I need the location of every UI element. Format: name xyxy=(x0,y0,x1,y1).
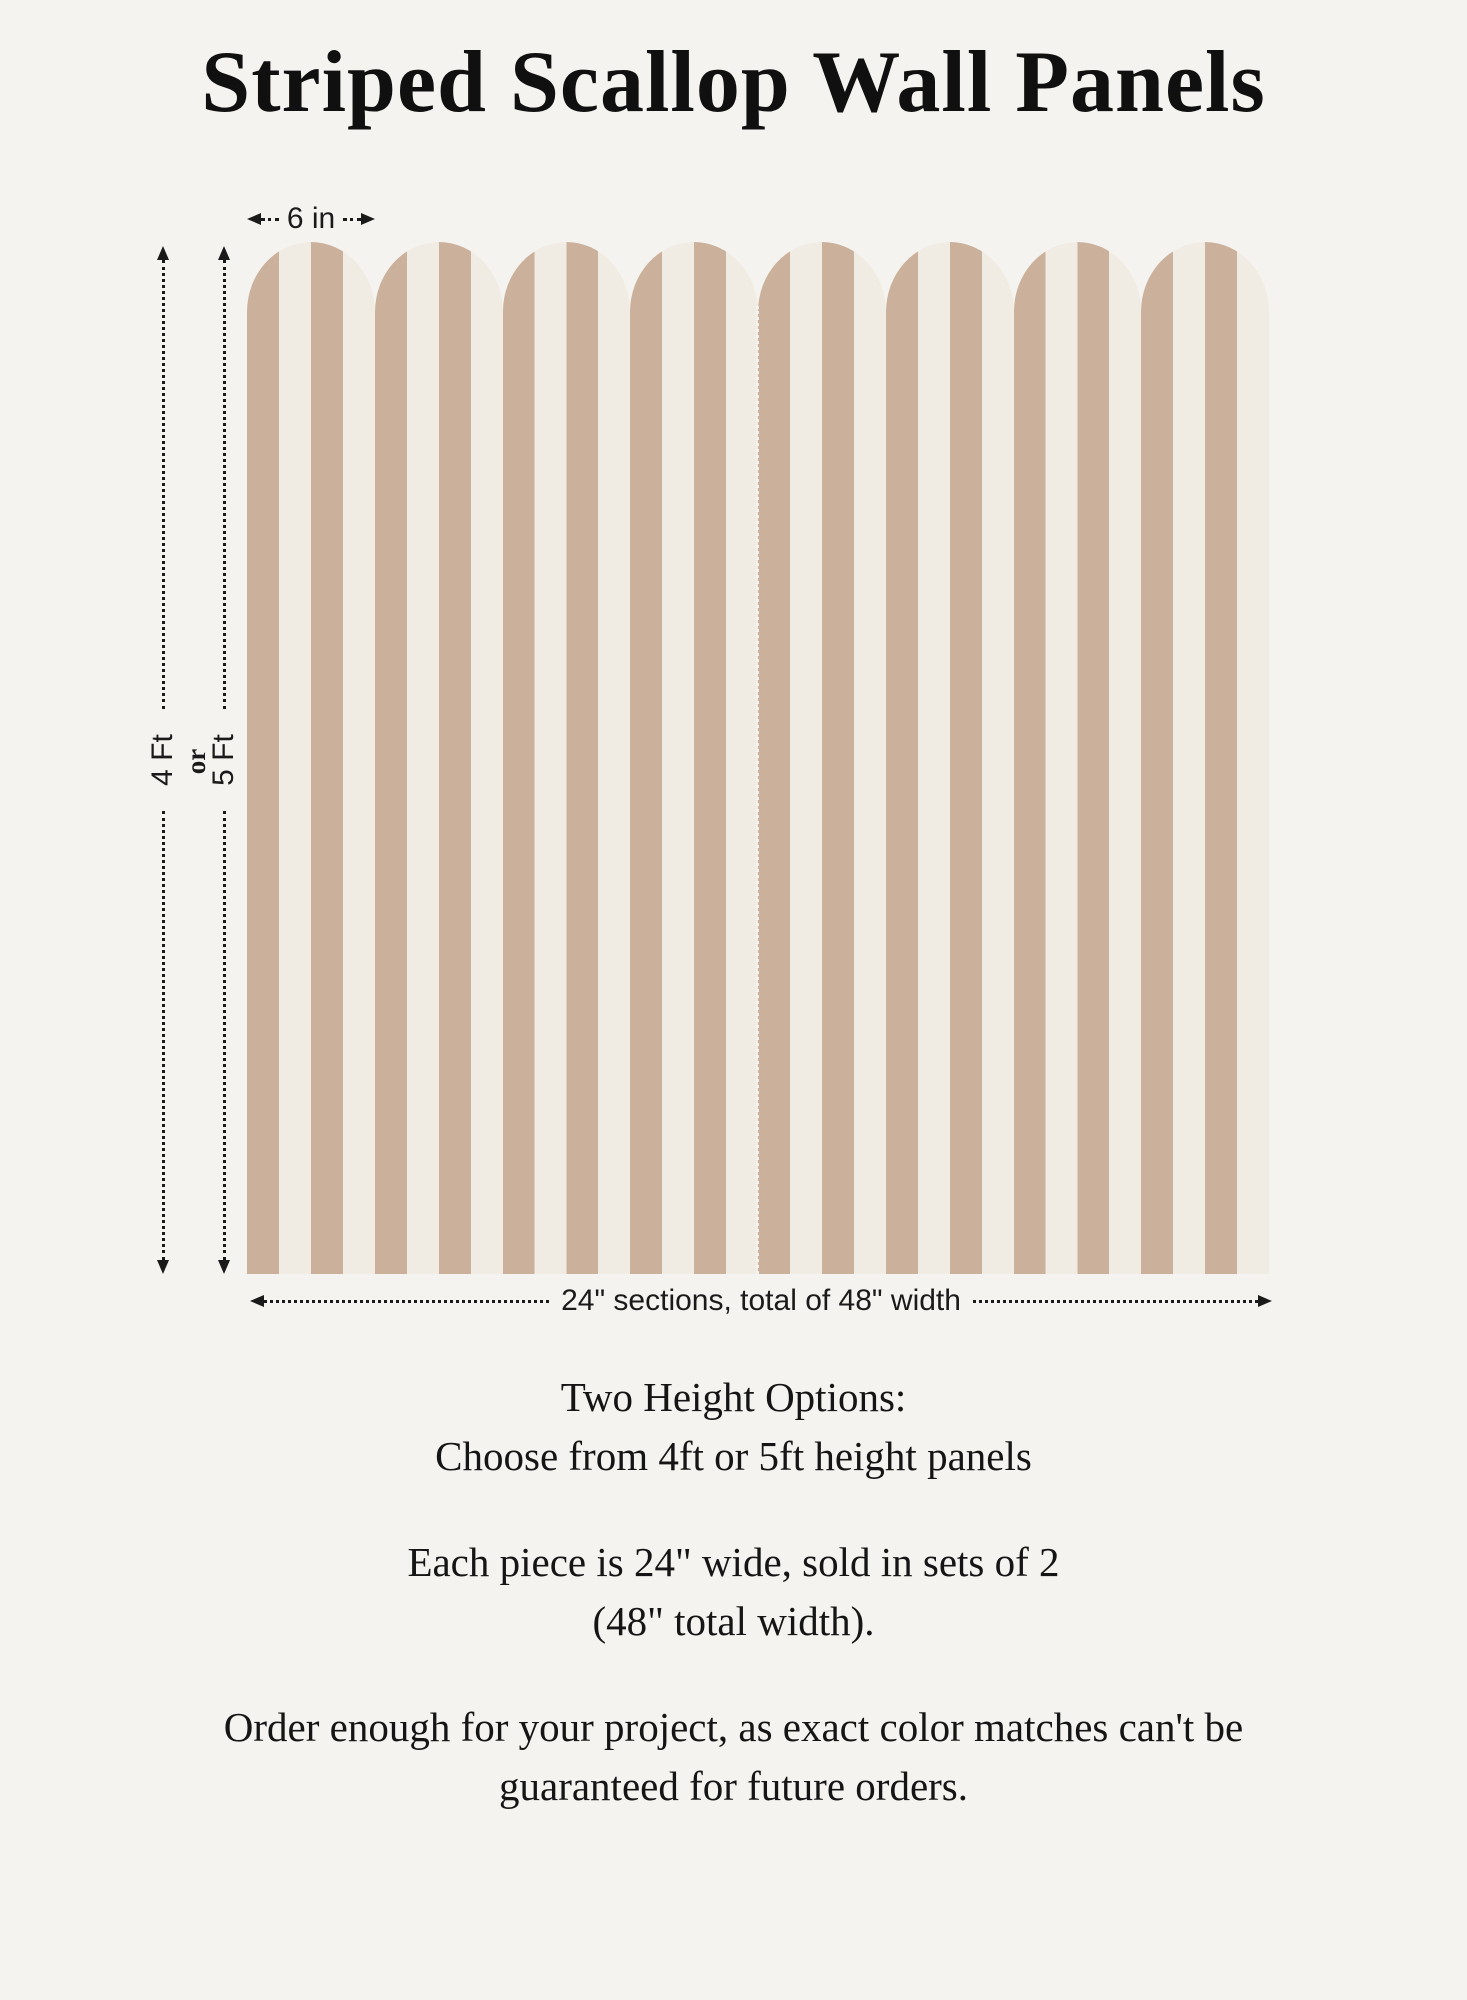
scallop-arch xyxy=(1141,242,1269,1274)
arrow-left-icon xyxy=(250,1295,264,1307)
scallop-arch xyxy=(1014,242,1142,1274)
dotted-line xyxy=(162,811,165,1260)
order-note-line1: Order enough for your project, as exact color matches can't be xyxy=(223,1704,1244,1750)
height-options-paragraph xyxy=(0,1368,1467,1486)
page-title: Striped Scallop Wall Panels xyxy=(201,34,1266,131)
arrow-down-icon xyxy=(157,1260,169,1274)
order-note-paragraph xyxy=(0,1698,1467,1816)
scallop-arch xyxy=(630,242,758,1274)
dotted-line xyxy=(343,218,361,221)
stripe-width-dimension xyxy=(247,200,375,238)
height-options-detail: Choose from 4ft or 5ft height panels xyxy=(435,1433,1032,1479)
height-dimension-5ft xyxy=(209,246,239,1274)
height-or-label: or xyxy=(181,748,212,774)
scallop-arch xyxy=(886,242,1014,1274)
panel xyxy=(247,242,1269,1274)
dotted-line xyxy=(223,811,226,1260)
scallop-arch xyxy=(247,242,375,1274)
dotted-line xyxy=(162,260,165,709)
height-label-5ft: 5 Ft xyxy=(207,734,240,786)
scallop-arch xyxy=(758,242,886,1274)
dotted-line xyxy=(264,1300,549,1303)
arrow-down-icon xyxy=(218,1260,230,1274)
arrow-left-icon xyxy=(247,213,261,225)
scallop-arch xyxy=(503,242,631,1274)
total-width-label: 24" sections, total of 48" width xyxy=(561,1284,961,1317)
piece-width-paragraph xyxy=(0,1533,1467,1651)
arrow-right-icon xyxy=(1258,1295,1272,1307)
height-dimension-4ft xyxy=(148,246,178,1274)
scallop-arch xyxy=(375,242,503,1274)
order-note-line2: guaranteed for future orders. xyxy=(499,1763,968,1809)
height-options-heading: Two Height Options: xyxy=(560,1374,907,1420)
product-description xyxy=(0,1368,1467,1863)
dotted-line xyxy=(973,1300,1258,1303)
piece-width-line1: Each piece is 24" wide, sold in sets of 2 xyxy=(407,1539,1060,1585)
total-width-dimension xyxy=(250,1283,1272,1319)
arrow-up-icon xyxy=(157,246,169,260)
section-seam-dotted-line xyxy=(756,306,759,1274)
height-label-4ft: 4 Ft xyxy=(146,734,179,786)
arrow-right-icon xyxy=(361,213,375,225)
piece-width-line2: (48" total width). xyxy=(592,1598,875,1644)
dotted-line xyxy=(261,218,279,221)
stripe-width-label: 6 in xyxy=(286,202,336,235)
arrow-up-icon xyxy=(218,246,230,260)
dotted-line xyxy=(223,260,226,709)
